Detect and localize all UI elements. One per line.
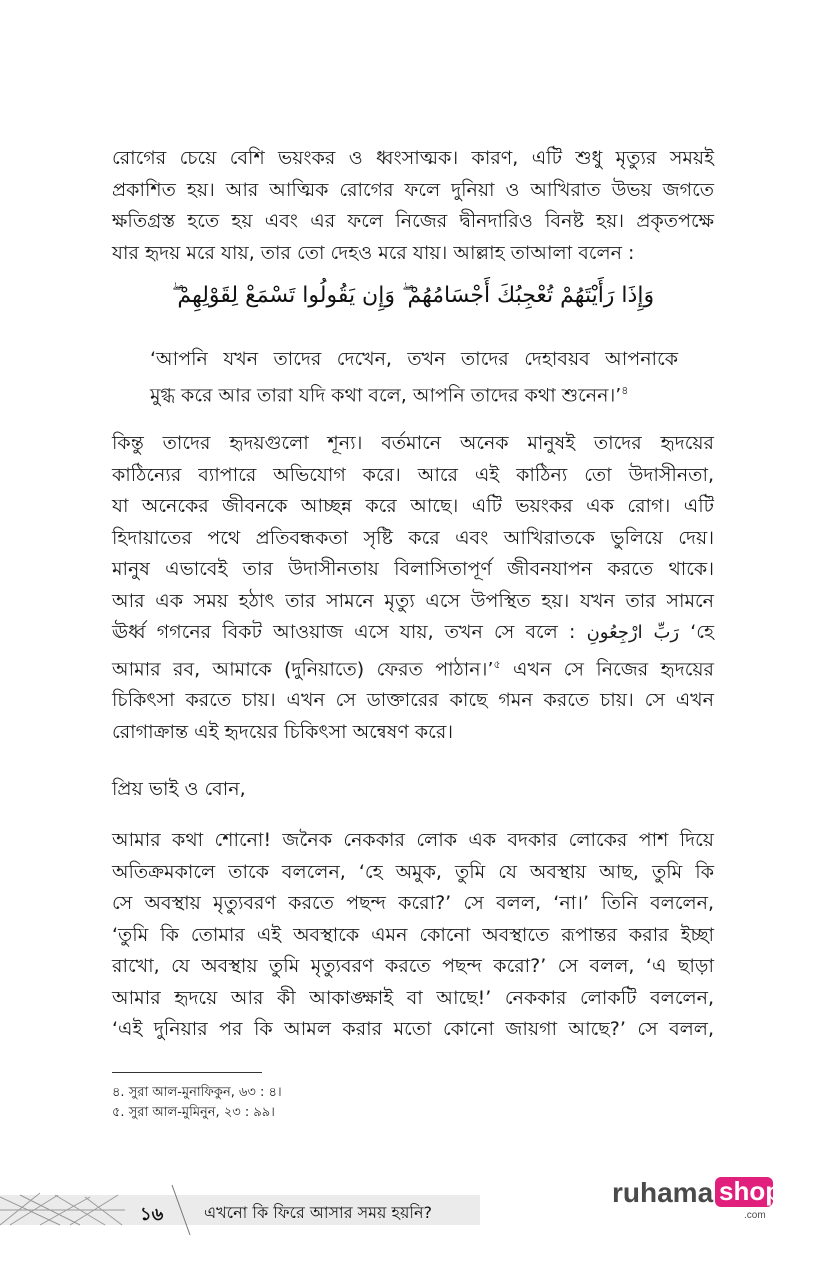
text-line xyxy=(112,649,714,686)
text-line: ‘তুমি কি তোমার এই অবস্থাকে এমন কোনো অবস্থাতে রূপান্তর করার ইচ্ছা xyxy=(112,923,714,946)
text-line: আর এক সময় হঠাৎ তার সামনে মৃত্যু এসে উপস্থিত হয়। যখন তার সামনে xyxy=(112,589,714,612)
text-line: প্রিয় ভাই ও বোন, xyxy=(112,778,246,800)
text-line: হিদায়াতের পথে প্রতিবন্ধকতা সৃষ্টি করে এবং আখিরাতকে ভুলিয়ে দেয়। xyxy=(112,526,714,549)
paragraph-3 xyxy=(112,825,714,1046)
text-line xyxy=(112,617,714,649)
paragraph-2 xyxy=(112,428,714,748)
salutation xyxy=(112,774,714,806)
running-title: এখনো কি ফিরে আসার সময় হয়নি? xyxy=(204,1203,433,1222)
text-segment: ঊর্ধ্ব গগনের বিকট আওয়াজ এসে যায়, তখন সে বলে : xyxy=(112,621,576,643)
text-line: আমার কথা শোনো! জনৈক নেককার লোক এক বদকার লোকের পাশ দিয়ে xyxy=(112,829,714,851)
footnotes xyxy=(112,1083,282,1123)
text-line: প্রকাশিত হয়। আর আত্মিক রোগের ফলে দুনিয়া ও আখিরাত উভয় জগতে xyxy=(112,178,714,201)
text-segment: আমার রব, আমাকে (দুনিয়াতে) ফেরত পাঠান।’ xyxy=(112,657,494,680)
text-line: ‘এই দুনিয়ার পর কি আমল করার মতো কোনো জায়গা আছে?’ সে বলল, xyxy=(112,1018,714,1040)
text-line: সে অবস্থায় মৃত্যুবরণ করতে পছন্দ করো?’ সে বলল, ‘না।’ তিনি বললেন, xyxy=(112,892,714,914)
logo-domain: .com xyxy=(744,1210,766,1221)
text-line: ‘আপনি যখন তাদের দেখেন, তখন তাদের দেহাবয়ব আপনাকে xyxy=(150,348,678,370)
footnote-ref: ৫ xyxy=(493,657,501,671)
footnote-4: ৪. সুরা আল-মুনাফিকুন, ৬৩ : ৪। xyxy=(112,1085,282,1100)
text-line: রাখো, যে অবস্থায় তুমি মৃত্যুবরণ করতে পছন্দ করো?’ সে বলল, ‘এ ছাড়া xyxy=(112,955,714,977)
logo-text-accent: shop xyxy=(719,1176,782,1206)
text-segment: ‘হে xyxy=(690,621,714,643)
footnote-ref: ৪ xyxy=(621,384,629,397)
ruhamashop-logo xyxy=(612,1173,782,1225)
text-line: যা অনেকের জীবনকে আচ্ছন্ন করে আছে। এটি ভয়ংকর এক রোগ। এটি xyxy=(112,495,714,517)
text-line xyxy=(150,375,678,411)
text-line: চিকিৎসা করতে চায়। এখন সে ডাক্তারের কাছে গমন করতে চায়। সে এখন xyxy=(112,689,714,712)
text-line: মানুষ এভাবেই তার উদাসীনতায় বিলাসিতাপূর্ণ জীবনযাপন করতে থাকে। xyxy=(112,558,714,580)
footnote-5: ৫. সুরা আল-মুমিনুন, ২৩ : ৯৯। xyxy=(112,1105,275,1120)
text-line: রোগের চেয়ে বেশি ভয়ংকর ও ধ্বংসাত্মক। কারণ, এটি শুধু মৃত্যুর সময়ই xyxy=(112,147,714,169)
text-line: কাঠিন্যের ব্যাপারে অভিযোগ করে। আরে এই কাঠিন্য তো উদাসীনতা, xyxy=(112,463,714,486)
text-line: অতিক্রমকালে তাকে বললেন, ‘হে অমুক, তুমি যে অবস্থায় আছ, তুমি কি xyxy=(112,860,714,883)
text-segment: মুগ্ধ করে আর তারা যদি কথা বলে, আপনি তাদের কথা শুনেন।’ xyxy=(150,384,622,407)
text-line: রোগাক্রান্ত এই হৃদয়ের চিকিৎসা অন্বেষণ করে। xyxy=(112,720,454,743)
text-line: আমার হৃদয়ে আর কী আকাঙ্ক্ষাই বা আছে!’ নেককার লোকটি বললেন, xyxy=(112,986,714,1009)
quran-verse-arabic: وَإِذَا رَأَيْتَهُمْ تُعْجِبُكَ أَجْسَامُهُمْ ۖ وَإِن يَقُولُوا تَسْمَعْ لِقَوْلِهِمْ ۖ xyxy=(171,283,655,308)
footnote-divider xyxy=(112,1072,262,1073)
text-line: কিন্তু তাদের হৃদয়গুলো শূন্য। বর্তমানে অনেক মানুষই তাদের হৃদয়ের xyxy=(112,432,714,454)
text-line: যার হৃদয় মরে যায়, তার তো দেহও মরে যায়। আল্লাহ তাআলা বলেন : xyxy=(112,241,635,264)
verse-translation xyxy=(150,344,678,411)
paragraph-1 xyxy=(112,143,714,269)
logo-text: ruhama xyxy=(612,1177,714,1208)
inline-arabic: رَبِّ ارْجِعُونِ xyxy=(586,622,680,643)
text-segment: এখন সে নিজের হৃদয়ের xyxy=(500,657,714,680)
page-number: ১৬ xyxy=(140,1204,164,1225)
text-line: ক্ষতিগ্রস্ত হতে হয় এবং এর ফলে নিজের দ্বীনদারিও বিনষ্ট হয়। প্রকৃতপক্ষে xyxy=(112,210,714,232)
